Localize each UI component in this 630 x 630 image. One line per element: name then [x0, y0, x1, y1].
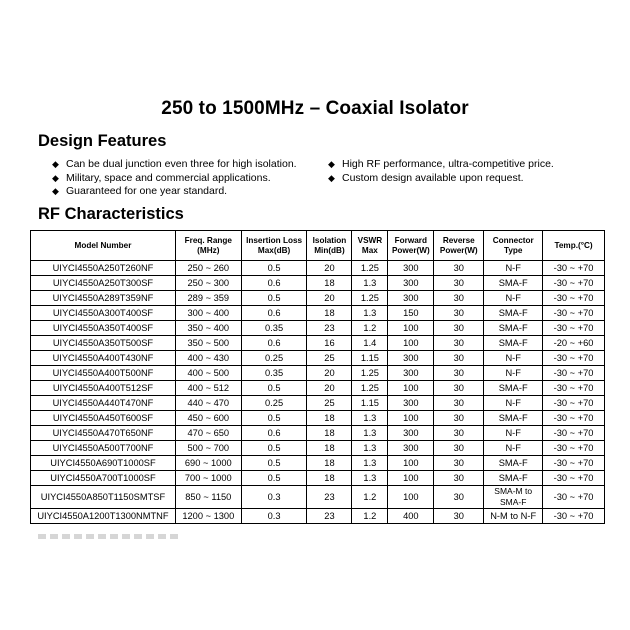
table-cell: 100 — [388, 471, 434, 486]
table-row — [31, 351, 605, 366]
table-row — [31, 471, 605, 486]
table-cell: 30 — [434, 351, 484, 366]
table-cell: 23 — [307, 509, 352, 524]
table-cell: 30 — [434, 471, 484, 486]
table-cell: UIYCI4550A850T1150SMTSF — [31, 486, 176, 509]
table-cell: 30 — [434, 509, 484, 524]
diamond-bullet-icon: ◆ — [52, 172, 59, 183]
table-cell: 1200 ~ 1300 — [175, 509, 241, 524]
features-left-column — [52, 158, 332, 199]
table-cell: 30 — [434, 276, 484, 291]
table-cell: 20 — [307, 291, 352, 306]
table-cell: 30 — [434, 396, 484, 411]
table-cell: UIYCI4550A400T512SF — [31, 381, 176, 396]
diamond-bullet-icon: ◆ — [52, 186, 59, 196]
table-cell: 1.3 — [352, 426, 388, 441]
table-cell: 18 — [307, 411, 352, 426]
feature-item — [52, 185, 332, 199]
table-cell: SMA-F — [484, 456, 543, 471]
table-cell: 300 — [388, 276, 434, 291]
table-cell: UIYCI4550A400T430NF — [31, 351, 176, 366]
table-cell: 440 ~ 470 — [175, 396, 241, 411]
table-row — [31, 456, 605, 471]
table-cell: 300 — [388, 351, 434, 366]
table-cell: 1.25 — [352, 381, 388, 396]
table-cell: 0.6 — [241, 336, 307, 351]
table-row — [31, 276, 605, 291]
table-cell: 30 — [434, 321, 484, 336]
table-cell: 250 ~ 260 — [175, 261, 241, 276]
table-cell: N-F — [484, 291, 543, 306]
table-row — [31, 336, 605, 351]
table-cell: 400 — [388, 509, 434, 524]
table-cell: 100 — [388, 381, 434, 396]
table-cell: 20 — [307, 366, 352, 381]
table-cell: N-M to N-F — [484, 509, 543, 524]
table-cell: 0.5 — [241, 441, 307, 456]
table-cell: 100 — [388, 456, 434, 471]
table-cell: 100 — [388, 336, 434, 351]
table-cell: UIYCI4550A350T400SF — [31, 321, 176, 336]
diamond-bullet-icon: ◆ — [328, 159, 335, 169]
table-cell: 18 — [307, 276, 352, 291]
feature-item — [328, 158, 598, 172]
table-cell: 300 — [388, 291, 434, 306]
table-cell: 30 — [434, 411, 484, 426]
table-cell: 450 ~ 600 — [175, 411, 241, 426]
table-cell: 0.5 — [241, 261, 307, 276]
table-cell: 16 — [307, 336, 352, 351]
table-cell: 0.5 — [241, 411, 307, 426]
table-cell: 0.25 — [241, 396, 307, 411]
table-cell: N-F — [484, 396, 543, 411]
table-cell: 1.25 — [352, 366, 388, 381]
column-header: Model Number — [31, 231, 176, 261]
table-cell: UIYCI4550A450T600SF — [31, 411, 176, 426]
table-cell: 400 ~ 512 — [175, 381, 241, 396]
table-cell: 1.3 — [352, 471, 388, 486]
table-cell: 0.5 — [241, 471, 307, 486]
table-cell: SMA-M to SMA-F — [484, 486, 543, 509]
table-cell: 0.6 — [241, 426, 307, 441]
column-header: Isolation Min(dB) — [307, 231, 352, 261]
table-cell: 1.3 — [352, 411, 388, 426]
table-cell: UIYCI4550A300T400SF — [31, 306, 176, 321]
table-cell: N-F — [484, 426, 543, 441]
column-header: Reverse Power(W) — [434, 231, 484, 261]
table-cell: 1.2 — [352, 486, 388, 509]
table-row — [31, 411, 605, 426]
rf-characteristics-heading: RF Characteristics — [38, 205, 184, 223]
column-header: Connector Type — [484, 231, 543, 261]
table-cell: 0.5 — [241, 381, 307, 396]
table-cell: 1.3 — [352, 276, 388, 291]
table-cell: 100 — [388, 411, 434, 426]
table-cell: -30 ~ +70 — [543, 381, 605, 396]
table-cell: -30 ~ +70 — [543, 351, 605, 366]
cut-off-section-heading — [38, 534, 178, 539]
column-header: Insertion Loss Max(dB) — [241, 231, 307, 261]
table-cell: UIYCI4550A350T500SF — [31, 336, 176, 351]
table-cell: 18 — [307, 441, 352, 456]
features-right-column — [328, 158, 598, 185]
table-cell: 850 ~ 1150 — [175, 486, 241, 509]
feature-item — [328, 172, 598, 186]
table-cell: 30 — [434, 336, 484, 351]
table-cell: 18 — [307, 306, 352, 321]
table-cell: -30 ~ +70 — [543, 441, 605, 456]
design-features-heading: Design Features — [38, 132, 167, 150]
table-cell: 30 — [434, 366, 484, 381]
table-row — [31, 291, 605, 306]
table-cell: 30 — [434, 486, 484, 509]
table-cell: -30 ~ +70 — [543, 396, 605, 411]
table-cell: 20 — [307, 381, 352, 396]
feature-text: Military, space and commercial applications. — [66, 171, 271, 184]
table-cell: UIYCI4550A470T650NF — [31, 426, 176, 441]
table-cell: 0.5 — [241, 456, 307, 471]
table-cell: -30 ~ +70 — [543, 471, 605, 486]
table-cell: 1.3 — [352, 456, 388, 471]
table-cell: 20 — [307, 261, 352, 276]
table-cell: -30 ~ +70 — [543, 486, 605, 509]
table-cell: 0.35 — [241, 366, 307, 381]
table-cell: N-F — [484, 366, 543, 381]
table-cell: SMA-F — [484, 321, 543, 336]
table-cell: 1.3 — [352, 306, 388, 321]
table-cell: 350 ~ 400 — [175, 321, 241, 336]
table-cell: 1.25 — [352, 291, 388, 306]
feature-text: Can be dual junction even three for high isolation. — [66, 158, 297, 170]
table-cell: 300 ~ 400 — [175, 306, 241, 321]
table-cell: N-F — [484, 441, 543, 456]
feature-item — [52, 158, 332, 172]
table-cell: 30 — [434, 441, 484, 456]
table-cell: N-F — [484, 351, 543, 366]
table-cell: 30 — [434, 261, 484, 276]
column-header: Freq. Range (MHz) — [175, 231, 241, 261]
table-cell: -30 ~ +70 — [543, 261, 605, 276]
table-cell: UIYCI4550A1200T1300NMTNF — [31, 509, 176, 524]
column-header: Forward Power(W) — [388, 231, 434, 261]
table-cell: SMA-F — [484, 276, 543, 291]
table-cell: 0.35 — [241, 321, 307, 336]
table-cell: 300 — [388, 441, 434, 456]
table-row — [31, 441, 605, 456]
table-cell: UIYCI4550A250T260NF — [31, 261, 176, 276]
table-row — [31, 261, 605, 276]
table-cell: 300 — [388, 426, 434, 441]
table-cell: -30 ~ +70 — [543, 426, 605, 441]
table-cell: 300 — [388, 366, 434, 381]
table-cell: -30 ~ +70 — [543, 456, 605, 471]
table-cell: 700 ~ 1000 — [175, 471, 241, 486]
table-cell: UIYCI4550A440T470NF — [31, 396, 176, 411]
table-cell: 289 ~ 359 — [175, 291, 241, 306]
table-cell: 1.15 — [352, 396, 388, 411]
table-cell: 30 — [434, 426, 484, 441]
table-cell: 470 ~ 650 — [175, 426, 241, 441]
table-cell: SMA-F — [484, 381, 543, 396]
table-cell: 30 — [434, 456, 484, 471]
table-cell: N-F — [484, 261, 543, 276]
table-cell: 690 ~ 1000 — [175, 456, 241, 471]
table-cell: -30 ~ +70 — [543, 291, 605, 306]
table-cell: -30 ~ +70 — [543, 411, 605, 426]
table-row — [31, 509, 605, 524]
table-cell: UIYCI4550A250T300SF — [31, 276, 176, 291]
rf-characteristics-table — [30, 230, 605, 524]
table-cell: 1.2 — [352, 509, 388, 524]
table-row — [31, 306, 605, 321]
table-cell: 30 — [434, 291, 484, 306]
table-cell: 25 — [307, 396, 352, 411]
table-cell: 0.5 — [241, 291, 307, 306]
table-row — [31, 396, 605, 411]
table-cell: -20 ~ +60 — [543, 336, 605, 351]
table-cell: 300 — [388, 396, 434, 411]
table-cell: SMA-F — [484, 306, 543, 321]
feature-text: Guaranteed for one year standard. — [66, 185, 228, 197]
table-cell: 23 — [307, 486, 352, 509]
table-cell: -30 ~ +70 — [543, 366, 605, 381]
table-cell: -30 ~ +70 — [543, 509, 605, 524]
diamond-bullet-icon: ◆ — [52, 159, 59, 169]
table-cell: 0.3 — [241, 486, 307, 509]
feature-text: Custom design available upon request. — [342, 171, 524, 184]
table-cell: UIYCI4550A400T500NF — [31, 366, 176, 381]
table-cell: 25 — [307, 351, 352, 366]
table-cell: 18 — [307, 426, 352, 441]
table-cell: SMA-F — [484, 336, 543, 351]
table-cell: UIYCI4550A289T359NF — [31, 291, 176, 306]
table-cell: UIYCI4550A500T700NF — [31, 441, 176, 456]
page-title: 250 to 1500MHz – Coaxial Isolator — [161, 98, 469, 119]
diamond-bullet-icon: ◆ — [328, 172, 335, 183]
feature-text: High RF performance, ultra-competitive price. — [342, 158, 554, 170]
table-cell: 23 — [307, 321, 352, 336]
table-cell: 400 ~ 430 — [175, 351, 241, 366]
table-cell: -30 ~ +70 — [543, 306, 605, 321]
table-cell: 0.6 — [241, 276, 307, 291]
table-cell: 300 — [388, 261, 434, 276]
table-cell: 18 — [307, 456, 352, 471]
column-header: VSWR Max — [352, 231, 388, 261]
table-row — [31, 321, 605, 336]
column-header: Temp.(°C) — [543, 231, 605, 261]
table-row — [31, 366, 605, 381]
table-cell: 1.15 — [352, 351, 388, 366]
table-row — [31, 426, 605, 441]
table-cell: 500 ~ 700 — [175, 441, 241, 456]
table-header-row — [31, 231, 605, 261]
table-cell: 100 — [388, 321, 434, 336]
table-cell: 0.3 — [241, 509, 307, 524]
table-cell: 1.25 — [352, 261, 388, 276]
table-cell: UIYCI4550A700T1000SF — [31, 471, 176, 486]
table-cell: 0.25 — [241, 351, 307, 366]
table-cell: 30 — [434, 306, 484, 321]
table-cell: 100 — [388, 486, 434, 509]
table-cell: UIYCI4550A690T1000SF — [31, 456, 176, 471]
table-cell: 400 ~ 500 — [175, 366, 241, 381]
table-cell: SMA-F — [484, 471, 543, 486]
table-cell: 1.4 — [352, 336, 388, 351]
table-cell: SMA-F — [484, 411, 543, 426]
table-cell: -30 ~ +70 — [543, 276, 605, 291]
table-cell: 18 — [307, 471, 352, 486]
table-cell: 1.2 — [352, 321, 388, 336]
feature-item — [52, 172, 332, 186]
table-cell: 1.3 — [352, 441, 388, 456]
table-cell: 150 — [388, 306, 434, 321]
table-cell: 350 ~ 500 — [175, 336, 241, 351]
table-cell: 0.6 — [241, 306, 307, 321]
table-cell: 30 — [434, 381, 484, 396]
table-cell: -30 ~ +70 — [543, 321, 605, 336]
table-row — [31, 486, 605, 509]
table-cell: 250 ~ 300 — [175, 276, 241, 291]
table-row — [31, 381, 605, 396]
